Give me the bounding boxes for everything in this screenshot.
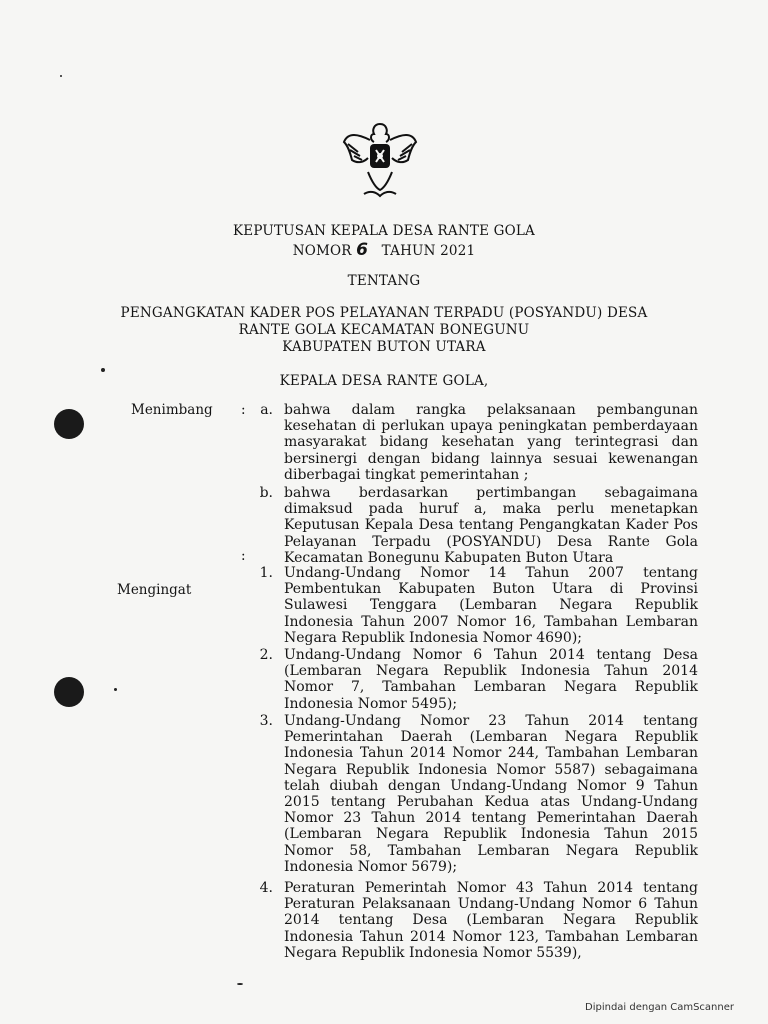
- menimbang-label: Menimbang: [131, 402, 213, 418]
- decree-number-line: [0, 240, 768, 260]
- mengingat-marker-1: 1.: [259, 565, 273, 581]
- decree-title: KEPUTUSAN KEPALA DESA RANTE GOLA: [233, 223, 535, 239]
- mengingat-label: Mengingat: [117, 582, 192, 598]
- scan-speck: [101, 368, 105, 372]
- menimbang-marker-b: b.: [259, 485, 273, 501]
- official-title: KEPALA DESA RANTE GOLA,: [279, 373, 489, 389]
- tentang-heading: TENTANG: [347, 273, 421, 289]
- mengingat-marker-3: 3.: [259, 713, 273, 729]
- scan-speck: [114, 688, 117, 691]
- scan-speck: [60, 75, 62, 77]
- nomor-label: NOMOR: [292, 243, 352, 259]
- subject-line-2: RANTE GOLA KECAMATAN BONEGUNU: [238, 322, 530, 338]
- mengingat-colon: :: [241, 548, 246, 564]
- menimbang-marker-a: a.: [260, 402, 273, 418]
- mengingat-item-3: Undang-Undang Nomor 23 Tahun 2014 tentang Pemerintahan Daerah (Lembaran Negara Republik Indonesia Tahun 2014 Nomor 244, Tambahan Lembaran Negara Republik Indonesia Nomor 5587) sebagaimana telah diubah dengan Undang-Undang Nomor 9 Tahun 2015 tentang Perubahan Kedua atas Undang-Undang Nomor 23 Tahun 2014 tentang Pemerintahan Daerah (Lembaran Negara Republik Indonesia Tahun 2015 Nomor 58, Tambahan Lembaran Negara Republik Indonesia Nomor 5679);: [284, 713, 698, 875]
- scanner-watermark: Dipindai dengan CamScanner: [585, 1002, 734, 1013]
- menimbang-item-a: bahwa dalam rangka pelaksanaan pembangunan kesehatan di perlukan upaya peningkatan pemberdayaan masyarakat bidang kesehatan yang terintegrasi dan bersinergi dengan bidang lainnya sesuai kewenangan diberbagai tingkat pemerintahan ;: [284, 402, 698, 483]
- menimbang-colon: :: [241, 402, 246, 418]
- mengingat-item-4: Peraturan Pemerintah Nomor 43 Tahun 2014 tentang Peraturan Pelaksanaan Undang-Undang Nomor 6 Tahun 2014 tentang Desa (Lembaran Negara Republik Indonesia Tahun 2014 Nomor 123, Tambahan Lembaran Negara Republik Indonesia Nomor 5539),: [284, 880, 698, 961]
- mengingat-item-1: Undang-Undang Nomor 14 Tahun 2007 tentang Pembentukan Kabupaten Buton Utara di Provinsi Sulawesi Tenggara (Lembaran Negara Republik Indonesia Tahun 2007 Nomor 16, Tambahan Lembaran Negara Republik Indonesia Nomor 4690);: [284, 565, 698, 646]
- subject-line-1: PENGANGKATAN KADER POS PELAYANAN TERPADU (POSYANDU) DESA: [120, 305, 648, 321]
- menimbang-item-b: bahwa berdasarkan pertimbangan sebagaimana dimaksud pada huruf a, maka perlu menetapkan Keputusan Kepala Desa tentang Pengangkatan Kader Pos Pelayanan Terpadu (POSYANDU) Desa Rante Gola Kecamatan Bonegunu Kabupaten Buton Utara: [284, 485, 698, 566]
- mengingat-marker-2: 2.: [259, 647, 273, 663]
- tahun-text: TAHUN 2021: [381, 243, 476, 259]
- garuda-emblem-icon: [340, 112, 420, 202]
- mengingat-marker-4: 4.: [259, 880, 273, 896]
- nomor-value: 6: [356, 240, 369, 260]
- subject-line-3: KABUPATEN BUTON UTARA: [282, 339, 486, 355]
- punch-hole-bottom: [54, 677, 84, 707]
- scan-speck: [237, 983, 243, 985]
- mengingat-item-2: Undang-Undang Nomor 6 Tahun 2014 tentang Desa (Lembaran Negara Republik Indonesia Tahun 2014 Nomor 7, Tambahan Lembaran Negara Republik Indonesia Nomor 5495);: [284, 647, 698, 712]
- punch-hole-top: [54, 409, 84, 439]
